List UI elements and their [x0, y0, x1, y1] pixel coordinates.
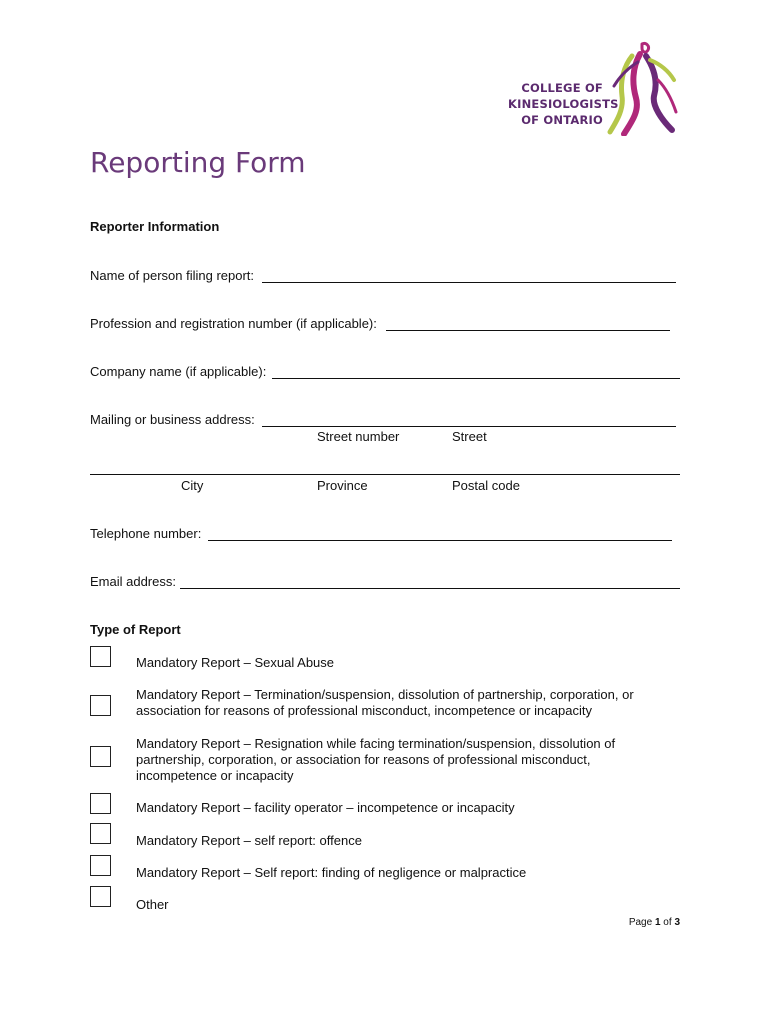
checkbox-other[interactable]	[90, 886, 111, 907]
option-termination: Mandatory Report – Termination/suspension, dissolution of partnership, corporation, or association for reasons of professional misconduct, incompetence or incapacity	[136, 687, 634, 718]
page-title: Reporting Form	[90, 146, 306, 179]
checkbox-resignation[interactable]	[90, 746, 111, 767]
postal-code-caption: Postal code	[452, 478, 520, 493]
name-field[interactable]	[262, 282, 676, 283]
option-self-report-negligence: Mandatory Report – Self report: finding of negligence or malpractice	[136, 865, 527, 880]
telephone-label: Telephone number:	[90, 526, 202, 541]
logo-line-3: OF ONTARIO	[521, 113, 603, 127]
option-resignation: Mandatory Report – Resignation while facing termination/suspension, dissolution of partnership, corporation, or association for reasons of professional misconduct, incompetence or incapacity	[136, 736, 616, 783]
profession-label: Profession and registration number (if applicable):	[90, 316, 377, 331]
address-street-field[interactable]	[262, 426, 676, 427]
of-word: of	[660, 917, 675, 928]
email-field[interactable]	[180, 588, 680, 589]
address-label: Mailing or business address:	[90, 412, 255, 427]
email-label: Email address:	[90, 574, 176, 589]
company-label: Company name (if applicable):	[90, 364, 267, 379]
current-page: 1	[654, 917, 661, 928]
profession-field[interactable]	[386, 330, 670, 331]
logo-line-2: KINESIOLOGISTS	[508, 97, 619, 111]
option-sexual-abuse: Mandatory Report – Sexual Abuse	[136, 655, 335, 670]
province-caption: Province	[317, 478, 368, 493]
company-field[interactable]	[272, 378, 680, 379]
address-city-field[interactable]	[90, 474, 680, 475]
checkbox-termination[interactable]	[90, 695, 111, 716]
option-self-report-offence: Mandatory Report – self report: offence	[136, 833, 362, 848]
total-pages: 3	[674, 917, 680, 928]
name-label: Name of person filing report:	[90, 268, 255, 283]
street-number-caption: Street number	[317, 429, 400, 444]
street-caption: Street	[452, 429, 487, 444]
reporter-heading: Reporter Information	[90, 219, 220, 234]
telephone-field[interactable]	[208, 540, 672, 541]
checkbox-self-report-negligence[interactable]	[90, 855, 111, 876]
checkbox-sexual-abuse[interactable]	[90, 646, 111, 667]
checkbox-self-report-offence[interactable]	[90, 823, 111, 844]
page-number	[629, 917, 680, 928]
option-other: Other	[136, 897, 169, 912]
page-word: Page	[628, 917, 655, 928]
logo-line-1: COLLEGE OF	[521, 81, 603, 95]
logo-wordmark	[508, 80, 619, 128]
walking-figure-icon	[602, 40, 686, 136]
report-type-heading: Type of Report	[90, 622, 181, 637]
college-logo	[508, 40, 684, 136]
checkbox-facility-operator[interactable]	[90, 793, 111, 814]
option-facility-operator: Mandatory Report – facility operator – incompetence or incapacity	[136, 800, 515, 815]
city-caption: City	[181, 478, 204, 493]
